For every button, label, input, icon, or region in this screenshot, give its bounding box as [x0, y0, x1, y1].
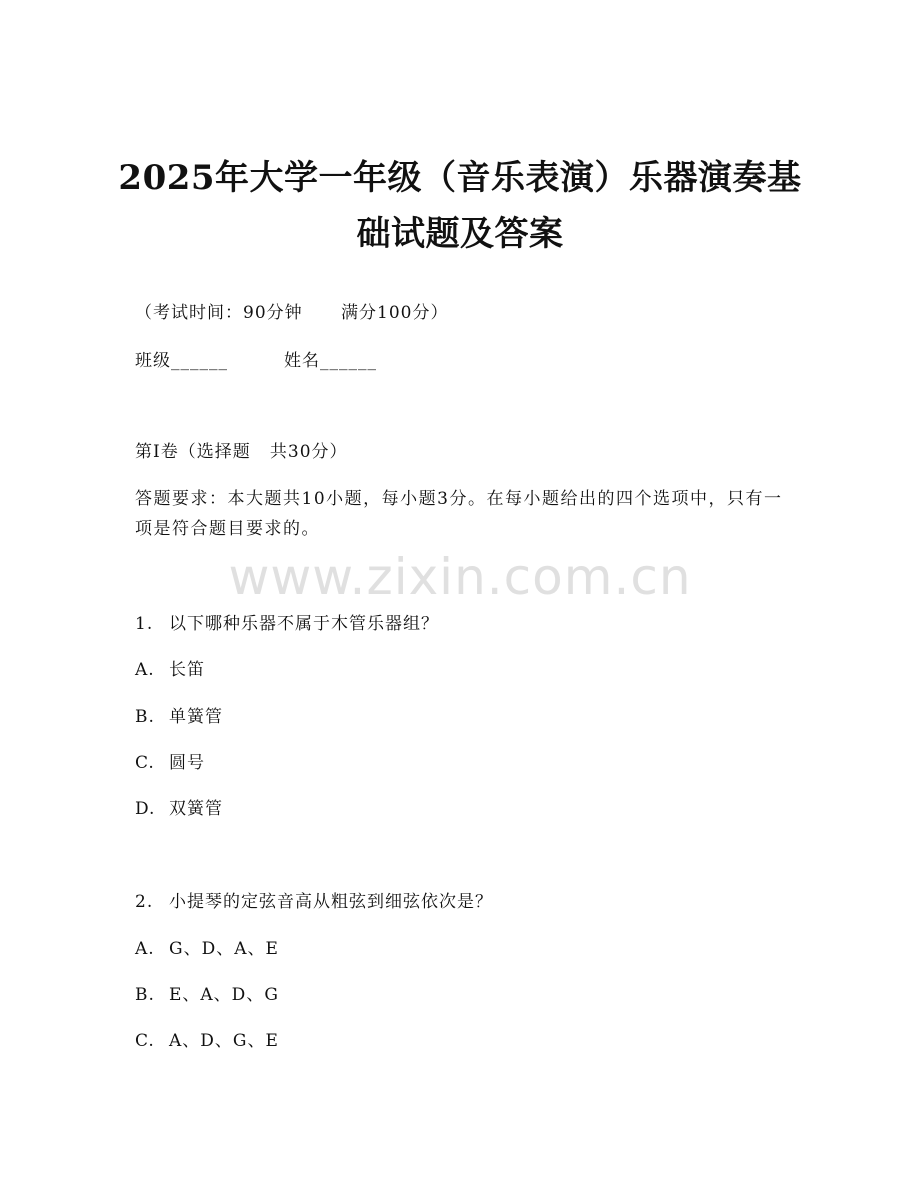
question-number: 2. — [135, 892, 154, 912]
option-b — [135, 703, 223, 731]
option-letter: C. — [135, 1031, 155, 1051]
exam-info: （考试时间：90分钟 满分100分） — [135, 303, 449, 323]
option-letter: B. — [135, 985, 155, 1005]
question-2 — [135, 888, 493, 916]
question-number: 1. — [135, 614, 154, 634]
question-text: 小提琴的定弦音高从粗弦到细弦依次是？ — [169, 892, 493, 912]
student-info-row — [135, 347, 377, 375]
option-letter: B. — [135, 707, 155, 727]
document-title — [0, 150, 920, 262]
option-letter: A. — [135, 660, 155, 680]
option-text: 长笛 — [169, 660, 205, 680]
option-a — [135, 935, 279, 963]
option-letter: A. — [135, 939, 155, 959]
option-text: 圆号 — [169, 753, 205, 773]
option-letter: D. — [135, 799, 156, 819]
class-field: 班级______ — [135, 351, 228, 371]
option-text: 双簧管 — [169, 799, 223, 819]
instructions: 答题要求：本大题共10小题，每小题3分。在每小题给出的四个选项中，只有一项是符合题目要求的。 — [135, 489, 783, 539]
section-title: 第I卷（选择题 共30分） — [135, 442, 348, 462]
question-1 — [135, 610, 439, 638]
option-c — [135, 749, 205, 777]
option-c — [135, 1027, 279, 1055]
question-text: 以下哪种乐器不属于木管乐器组？ — [169, 614, 439, 634]
option-b — [135, 981, 279, 1009]
option-d — [135, 795, 223, 823]
watermark: www.zixin.com.cn — [228, 548, 692, 606]
option-text: E、A、D、G — [169, 985, 279, 1005]
option-text: 单簧管 — [169, 707, 223, 727]
option-letter: C. — [135, 753, 155, 773]
option-text: A、D、G、E — [169, 1031, 279, 1051]
title-line-1: 2025年大学一年级（音乐表演）乐器演奏基 — [118, 158, 802, 198]
title-line-2: 础试题及答案 — [356, 214, 564, 254]
option-text: G、D、A、E — [169, 939, 279, 959]
name-field: 姓名______ — [284, 351, 377, 371]
option-a — [135, 656, 205, 684]
